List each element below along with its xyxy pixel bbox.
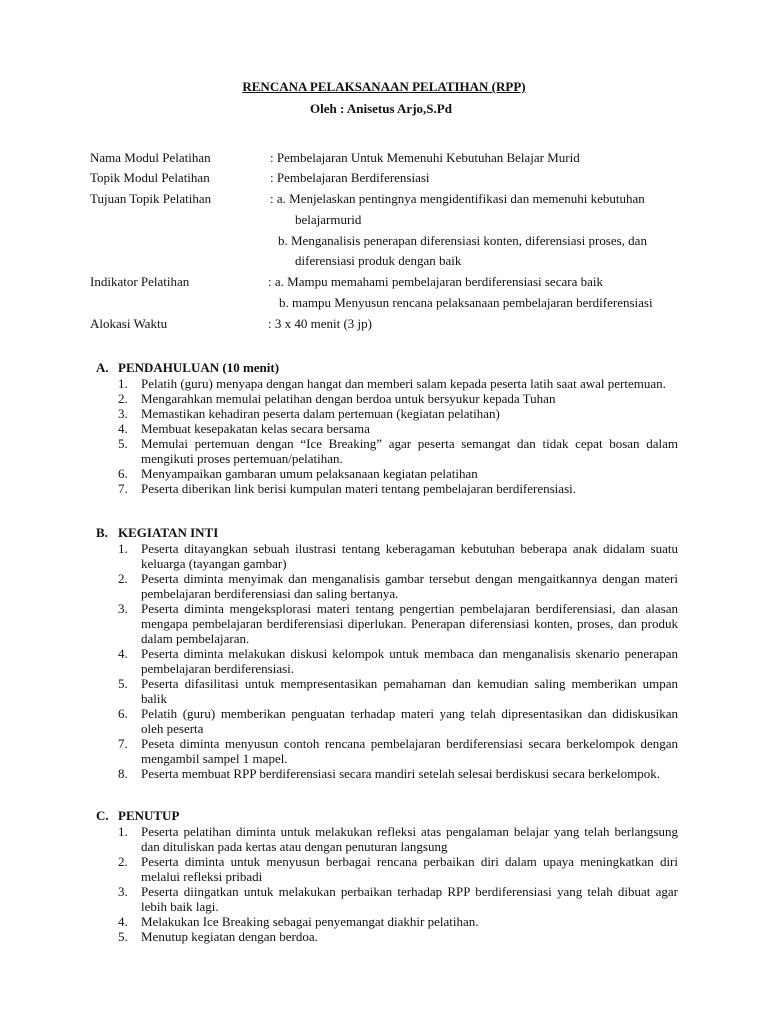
item-number: 2. — [118, 391, 128, 406]
item-number: 7. — [118, 736, 128, 751]
list-item — [96, 766, 678, 781]
info-row-alokasi — [90, 316, 690, 336]
info-row-modul — [90, 150, 690, 170]
item-text: Peseta diminta menyusun contoh rencana pembelajaran berdiferensiasi secara berkelompok dengan mengambil sampel 1 mapel. — [141, 736, 678, 766]
item-text: Peserta diminta melakukan diskusi kelompok untuk membaca dan menganalisis skenario penerapan pembelajaran berdiferensiasi. — [141, 646, 678, 676]
info-value: : a. Mampu memahami pembelajaran berdiferensiasi secara baik — [268, 274, 603, 289]
item-text: Mengarahkan memulai pelatihan dengan berdoa untuk bersyukur kepada Tuhan — [141, 391, 556, 406]
item-text: Peserta diingatkan untuk melakukan perbaikan terhadap RPP berdiferensiasi yang telah dibuat agar lebih baik lagi. — [141, 884, 678, 914]
list-item — [96, 541, 678, 571]
list-item — [96, 854, 678, 884]
item-number: 7. — [118, 481, 128, 496]
item-text: Peserta diminta untuk menyusun berbagai rencana perbaikan diri dalam upaya meningkatkan diri melalui refleksi pribadi — [141, 854, 678, 884]
list-item — [96, 646, 678, 676]
info-label: Nama Modul Pelatihan — [90, 150, 211, 165]
list-item — [96, 436, 678, 466]
item-number: 5. — [118, 436, 128, 451]
section-title: PENUTUP — [118, 808, 180, 823]
list-item — [96, 571, 678, 601]
section-letter: B. — [96, 525, 108, 540]
info-label: Topik Modul Pelatihan — [90, 170, 210, 185]
section-penutup — [96, 808, 678, 944]
info-row-tujuan — [90, 191, 690, 211]
item-text: Peserta diberikan link berisi kumpulan materi tentang pembelajaran berdiferensiasi. — [141, 481, 576, 496]
list-item — [96, 466, 678, 481]
list-item — [96, 824, 678, 854]
item-number: 1. — [118, 824, 128, 839]
section-letter: A. — [96, 360, 109, 375]
list-item — [96, 481, 678, 496]
item-number: 1. — [118, 541, 128, 556]
item-text: Menutup kegiatan dengan berdoa. — [141, 929, 318, 944]
section-kegiatan-inti — [96, 525, 678, 781]
info-label: Alokasi Waktu — [90, 316, 168, 331]
item-text: Pelatih (guru) memberikan penguatan terhadap materi yang telah dipresentasikan dan didiskusikan oleh peserta — [141, 706, 678, 736]
info-value: b. Menganalisis penerapan diferensiasi konten, diferensiasi proses, dan — [278, 233, 647, 248]
info-label: Indikator Pelatihan — [90, 274, 190, 289]
item-number: 4. — [118, 421, 128, 436]
section-list — [96, 541, 678, 781]
list-item — [96, 601, 678, 646]
info-label: Tujuan Topik Pelatihan — [90, 191, 212, 206]
item-text: Peserta diminta menyimak dan menganalisis gambar tersebut dengan mengaitkannya dengan materi pembelajaran berdiferensiasi dan saling bertanya. — [141, 571, 678, 601]
info-value: diferensiasi produk dengan baik — [295, 253, 462, 268]
info-value: : Pembelajaran Berdiferensiasi — [270, 170, 430, 185]
document-author: Oleh : Anisetus Arjo,S.Pd — [310, 101, 452, 116]
section-title: KEGIATAN INTI — [118, 525, 219, 540]
item-text: Peserta pelatihan diminta untuk melakukan refleksi atas pengalaman belajar yang telah berlangsung dan dituliskan pada kertas atau dengan penuturan langsung — [141, 824, 678, 854]
info-value: belajarmurid — [295, 212, 362, 227]
item-text: Peserta ditayangkan sebuah ilustrasi tentang keberagaman kebutuhan beberapa anak didalam suatu keluarga (tayangan gambar) — [141, 541, 678, 571]
list-item — [96, 391, 678, 406]
info-row-indikator-b — [90, 295, 690, 315]
info-value: : 3 x 40 menit (3 jp) — [268, 316, 372, 331]
section-list — [96, 824, 678, 944]
item-number: 3. — [118, 406, 128, 421]
info-row-tujuan-b-cont — [90, 253, 690, 273]
item-number: 5. — [118, 676, 128, 691]
item-number: 2. — [118, 854, 128, 869]
item-text: Membuat kesepakatan kelas secara bersama — [141, 421, 370, 436]
item-number: 4. — [118, 914, 128, 929]
section-heading — [96, 525, 678, 541]
list-item — [96, 676, 678, 706]
info-row-indikator — [90, 274, 690, 294]
item-text: Memastikan kehadiran peserta dalam pertemuan (kegiatan pelatihan) — [141, 406, 500, 421]
item-number: 8. — [118, 766, 128, 781]
section-heading — [96, 808, 678, 824]
info-row-topik — [90, 170, 690, 190]
info-value: : Pembelajaran Untuk Memenuhi Kebutuhan Belajar Murid — [270, 150, 580, 165]
list-item — [96, 914, 678, 929]
item-text: Peserta diminta mengeksplorasi materi tentang pengertian pembelajaran berdiferensiasi, dan alasan mengapa pembelajaran berdiferensiasi diperlukan. Penerapan diferensiasi konten, proses, dan produk dalam pembelajaran. — [141, 601, 678, 646]
section-letter: C. — [96, 808, 109, 823]
list-item — [96, 929, 678, 944]
info-value: b. mampu Menyusun rencana pelaksanaan pembelajaran berdiferensiasi — [279, 295, 653, 310]
list-item — [96, 736, 678, 766]
info-row-tujuan-a-cont — [90, 212, 690, 232]
item-text: Melakukan Ice Breaking sebagai penyemangat diakhir pelatihan. — [141, 914, 479, 929]
item-number: 4. — [118, 646, 128, 661]
document-title: RENCANA PELAKSANAAN PELATIHAN (RPP) — [242, 79, 526, 94]
item-text: Menyampaikan gambaran umum pelaksanaan kegiatan pelatihan — [141, 466, 478, 481]
info-value: : a. Menjelaskan pentingnya mengidentifikasi dan memenuhi kebutuhan — [270, 191, 645, 206]
section-title: PENDAHULUAN (10 menit) — [118, 360, 280, 375]
item-number: 3. — [118, 601, 128, 616]
list-item — [96, 376, 678, 391]
item-number: 6. — [118, 706, 128, 721]
section-list — [96, 376, 678, 496]
item-text: Peserta membuat RPP berdiferensiasi secara mandiri setelah selesai berdiskusi secara berkelompok. — [141, 766, 660, 781]
item-number: 2. — [118, 571, 128, 586]
list-item — [96, 406, 678, 421]
info-row-tujuan-b — [90, 233, 690, 253]
list-item — [96, 884, 678, 914]
item-number: 6. — [118, 466, 128, 481]
item-number: 1. — [118, 376, 128, 391]
item-text: Pelatih (guru) menyapa dengan hangat dan memberi salam kepada peserta latih saat awal pertemuan. — [141, 376, 666, 391]
section-pendahuluan — [96, 360, 678, 496]
item-number: 3. — [118, 884, 128, 899]
section-heading — [96, 360, 678, 376]
item-text: Peserta difasilitasi untuk mempresentasikan pemahaman dan kemudian saling memberikan umpan balik — [141, 676, 678, 706]
list-item — [96, 421, 678, 436]
list-item — [96, 706, 678, 736]
item-text: Memulai pertemuan dengan “Ice Breaking” agar peserta semangat dan tidak cepat bosan dalam mengikuti proses pertemuan/pelatihan. — [141, 436, 678, 466]
item-number: 5. — [118, 929, 128, 944]
